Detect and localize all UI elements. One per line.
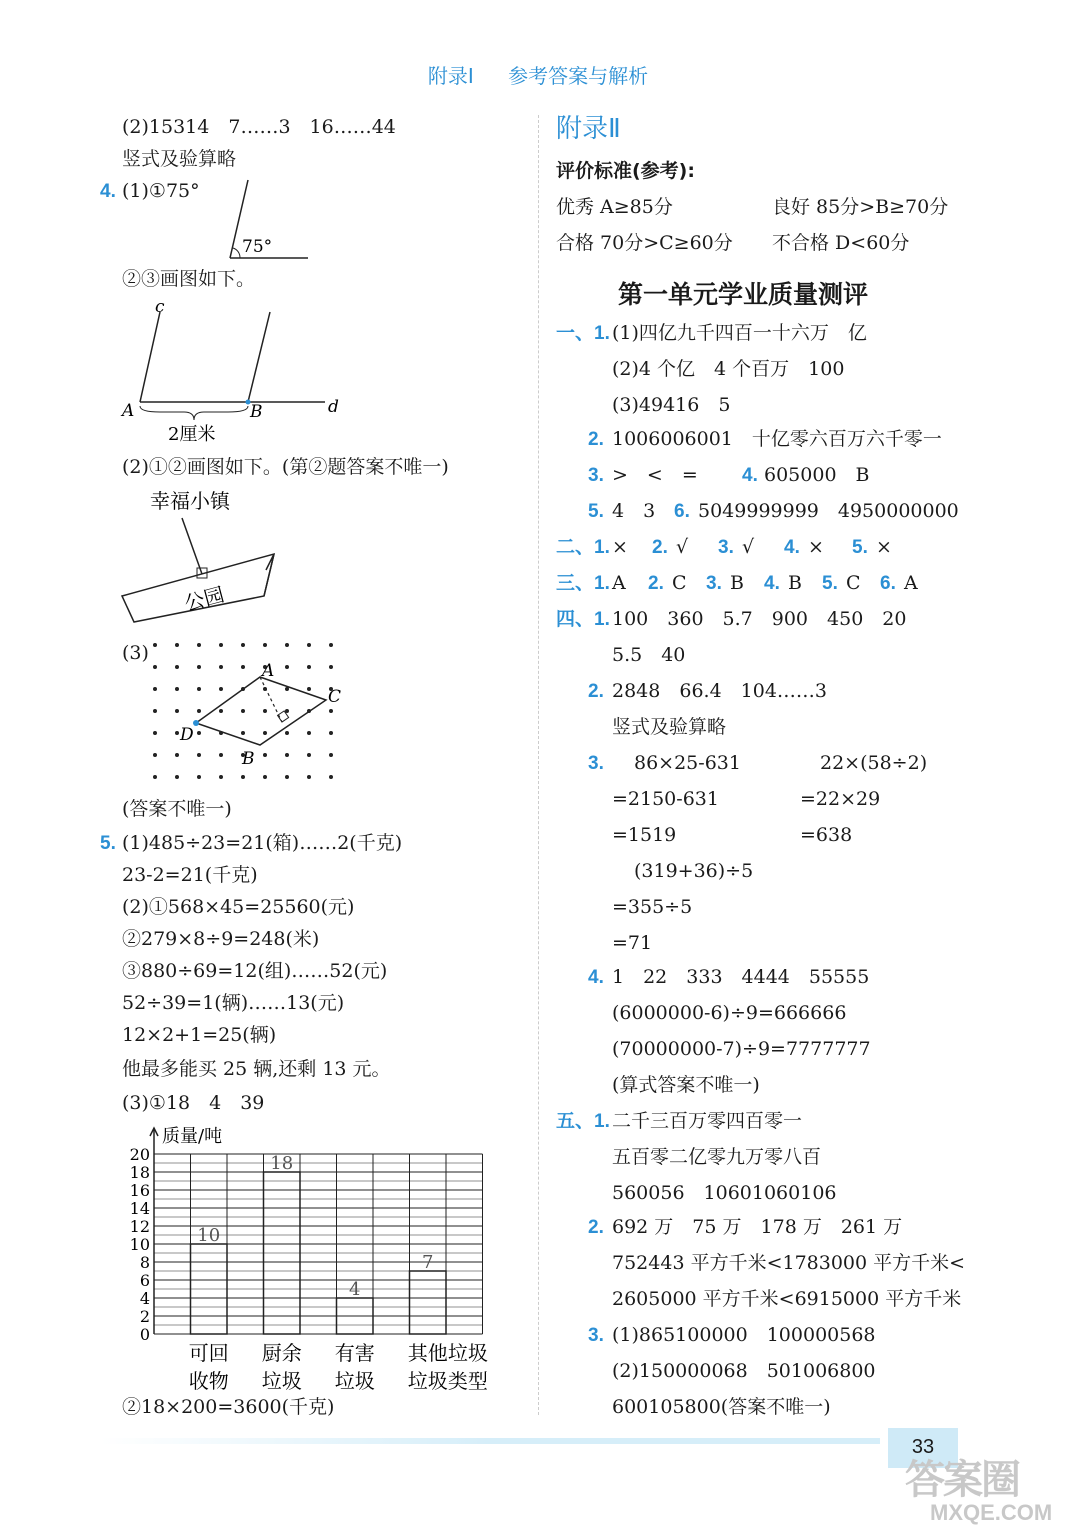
- y-tick-label: 2: [139, 1307, 150, 1326]
- y-tick-label: 18: [129, 1163, 150, 1182]
- answer-mark: B: [730, 572, 744, 594]
- grid-dot: [197, 687, 201, 691]
- question-number: 3.: [718, 537, 734, 558]
- calc-line: =1519: [612, 824, 677, 846]
- park-label: 公园: [181, 582, 227, 616]
- watermark-url: MXQE.COM: [930, 1500, 1053, 1525]
- y-tick-label: 10: [129, 1235, 150, 1254]
- question-number: 6.: [880, 573, 896, 594]
- answer-mark: A: [904, 572, 918, 594]
- answer-line: ②③画图如下。: [122, 268, 256, 290]
- grid-dot: [219, 665, 223, 669]
- grid-dot: [197, 775, 201, 779]
- answer-line: > < =: [612, 464, 698, 486]
- criteria-line: 不合格 D<60分: [772, 232, 910, 254]
- grid-dot: [329, 775, 333, 779]
- question-number: 6.: [674, 501, 690, 522]
- answer-line: (1)四亿九千四百一十六万 亿: [612, 322, 867, 344]
- grid-dot: [285, 775, 289, 779]
- question-number: 2.: [588, 681, 604, 702]
- grid-dot: [285, 643, 289, 647]
- grid-dot: [175, 687, 179, 691]
- grid-dot: [153, 709, 157, 713]
- grid-dot: [197, 731, 201, 735]
- answer-line: (70000000-7)÷9=7777777: [612, 1038, 871, 1060]
- grid-dot: [153, 753, 157, 757]
- parallel-lines-figure: [110, 292, 350, 452]
- answer-line: ③880÷69=12(组)……52(元): [122, 960, 388, 982]
- calc-line: =638: [800, 824, 853, 846]
- question-number: 4.: [100, 181, 116, 202]
- question-number: 2.: [652, 537, 668, 558]
- answer-line: 692 万 75 万 178 万 261 万: [612, 1216, 903, 1238]
- length-label: 2厘米: [168, 424, 216, 445]
- grid-dot: [241, 643, 245, 647]
- answer-mark: B: [788, 572, 802, 594]
- y-tick-label: 8: [139, 1253, 150, 1272]
- section-label: 五、1.: [556, 1111, 610, 1132]
- point-a-label: A: [262, 661, 275, 681]
- grid-dot: [197, 709, 201, 713]
- question-number: 2.: [648, 573, 664, 594]
- question-number: 3.: [588, 753, 604, 774]
- grid-dot: [175, 665, 179, 669]
- y-tick-label: 0: [139, 1325, 150, 1344]
- header-appendix: 附录Ⅰ: [427, 64, 474, 88]
- y-tick-label: 16: [129, 1181, 150, 1200]
- question-number: 5.: [852, 537, 868, 558]
- grid-dot: [153, 731, 157, 735]
- grid-dot: [285, 753, 289, 757]
- answer-line: (2)①568×45=25560(元): [122, 896, 355, 918]
- y-tick-label: 20: [129, 1145, 150, 1164]
- grid-dot: [329, 709, 333, 713]
- question-number: 5.: [588, 501, 604, 522]
- question-number: 5.: [822, 573, 838, 594]
- question-number: 5.: [100, 833, 116, 854]
- calc-line: 86×25-631: [634, 752, 741, 774]
- answer-line: 23-2=21(千克): [122, 864, 258, 886]
- answer-mark: √: [742, 536, 755, 558]
- grid-dot: [285, 665, 289, 669]
- grid-dot: [197, 753, 201, 757]
- answer-line: 605000 B: [764, 464, 870, 486]
- answer-line: (2)①②画图如下。(第②题答案不唯一): [122, 456, 449, 478]
- grid-dot: [175, 643, 179, 647]
- page-number: 33: [911, 1436, 935, 1458]
- y-tick-label: 14: [129, 1199, 150, 1218]
- grid-dot: [241, 731, 245, 735]
- question-number: 3.: [588, 465, 604, 486]
- bar: [191, 1244, 228, 1334]
- grid-dot: [263, 643, 267, 647]
- watermark-logo: 答案圈: [905, 1457, 1019, 1503]
- line-c-label: c: [155, 297, 165, 317]
- calc-line: =22×29: [800, 788, 881, 810]
- answer-line: (2)4 个亿 4 个百万 100: [612, 358, 845, 380]
- grid-dot: [175, 709, 179, 713]
- answer-mark: ×: [808, 536, 824, 558]
- answer-line: (1)485÷23=21(箱)……2(千克): [122, 832, 403, 854]
- answer-line: 1006006001 十亿零六百万六千零一: [612, 428, 942, 450]
- criteria-line: 良好 85分>B≥70分: [772, 196, 949, 218]
- answer-line: (2)150000068 501006800: [612, 1360, 876, 1382]
- grid-dot: [329, 643, 333, 647]
- point-c-label: C: [328, 687, 342, 707]
- section-label: 一、1.: [556, 323, 610, 344]
- criteria-line: 优秀 A≥85分: [556, 196, 673, 218]
- x-category-label: 有害: [334, 1341, 375, 1365]
- grid-dot: [219, 753, 223, 757]
- calc-line: =71: [612, 932, 653, 954]
- x-category-label: 垃圾: [407, 1369, 448, 1393]
- criteria-line: 合格 70分>C≥60分: [556, 232, 733, 254]
- grid-dot: [153, 665, 157, 669]
- x-category-label: 可回: [188, 1341, 229, 1365]
- answer-mark: ×: [876, 536, 892, 558]
- answer-line: 100 360 5.7 900 450 20: [612, 608, 907, 630]
- x-category-label: 其他: [407, 1341, 448, 1365]
- y-tick-label: 12: [129, 1217, 150, 1236]
- answer-line: (1)865100000 100000568: [612, 1324, 876, 1346]
- question-number: 4.: [764, 573, 780, 594]
- question-number: 3.: [706, 573, 722, 594]
- grid-dot: [153, 775, 157, 779]
- answer-line: (2)15314 7……3 16……44: [122, 116, 396, 138]
- answer-line: 2848 66.4 104……3: [612, 680, 828, 702]
- answer-line: 5.5 40: [612, 644, 686, 666]
- answer-line: 4 3: [612, 500, 656, 522]
- chart-labels: [189, 1341, 488, 1393]
- x-axis-label: 垃圾: [447, 1341, 488, 1365]
- answer-line: 他最多能买 25 辆,还剩 13 元。: [122, 1058, 391, 1080]
- angle-figure: [200, 178, 320, 268]
- answer-line: 752443 平方千米<1783000 平方千米<: [612, 1252, 966, 1274]
- bar-data-label: 7: [422, 1252, 434, 1273]
- answer-line: 5049999999 4950000000: [698, 500, 959, 522]
- answer-mark: ×: [612, 536, 628, 558]
- grid-dot: [241, 709, 245, 713]
- x-category-label: 收物: [188, 1369, 229, 1393]
- calc-line: (319+36)÷5: [634, 860, 754, 882]
- grid-dot: [219, 687, 223, 691]
- grid-dot: [241, 775, 245, 779]
- point-b-label: B: [242, 749, 255, 769]
- section-label: 二、1.: [556, 537, 610, 558]
- grid-dot: [175, 753, 179, 757]
- answer-line: 竖式及验算略: [612, 716, 727, 738]
- grid-dot: [263, 709, 267, 713]
- grid-dot: [329, 753, 333, 757]
- answer-line: (3)49416 5: [612, 394, 731, 416]
- answer-line: 1 22 333 4444 55555: [612, 966, 870, 988]
- answer-mark: C: [672, 572, 687, 594]
- grid-dot: [307, 775, 311, 779]
- x-category-label: 垃圾: [334, 1369, 375, 1393]
- question-number: 4.: [784, 537, 800, 558]
- x-axis-label: 类型: [447, 1369, 488, 1393]
- y-axis-label: 质量/吨: [162, 1126, 223, 1147]
- bar: [264, 1172, 301, 1334]
- appendix-title: 附录Ⅱ: [556, 114, 621, 144]
- calc-line: 22×(58÷2): [820, 752, 928, 774]
- grid-dot: [307, 665, 311, 669]
- calc-line: =355÷5: [612, 896, 693, 918]
- answer-line: (算式答案不唯一): [612, 1074, 760, 1096]
- answer-line: (3): [122, 642, 149, 664]
- header-title: 参考答案与解析: [508, 64, 649, 88]
- question-number: 4.: [742, 465, 758, 486]
- answer-line: 二千三百万零四百零一: [612, 1110, 803, 1132]
- answer-line: 560056 10601060106: [612, 1182, 837, 1204]
- answer-line: ②279×8÷9=248(米): [122, 928, 320, 950]
- section-label: 四、1.: [556, 609, 610, 630]
- grid-dot: [263, 731, 267, 735]
- calc-line: =2150-631: [612, 788, 719, 810]
- point-b-label: B: [250, 402, 263, 422]
- x-category-label: 厨余: [261, 1341, 302, 1365]
- criteria-title: 评价标准(参考):: [556, 160, 695, 182]
- grid-dot: [219, 709, 223, 713]
- bar-data-label: 18: [270, 1153, 294, 1174]
- line-d-label: d: [328, 397, 339, 417]
- grid-dot: [197, 643, 201, 647]
- y-tick-label: 6: [139, 1271, 150, 1290]
- grid-dot: [285, 731, 289, 735]
- answer-line: 52÷39=1(辆)……13(元): [122, 992, 345, 1014]
- answer-line: 竖式及验算略: [122, 148, 237, 170]
- grid-dot: [307, 687, 311, 691]
- y-tick-label: 4: [139, 1289, 150, 1308]
- answer-line: 600105800(答案不唯一): [612, 1396, 831, 1418]
- grid-dot: [219, 775, 223, 779]
- answer-line: (3)①18 4 39: [122, 1092, 265, 1114]
- answer-line: (1)①75°: [122, 180, 200, 202]
- answer-line: (答案不唯一): [122, 798, 232, 820]
- grid-dot: [175, 731, 179, 735]
- grid-dot: [307, 643, 311, 647]
- footer-bar: [100, 1438, 880, 1444]
- angle-label: 75°: [242, 237, 273, 257]
- grid-dot: [307, 753, 311, 757]
- answer-line: 12×2+1=25(辆): [122, 1024, 277, 1046]
- unit-title: 第一单元学业质量测评: [618, 280, 869, 309]
- town-park-figure: [110, 484, 310, 634]
- question-number: 2.: [588, 429, 604, 450]
- bar: [410, 1271, 447, 1334]
- answer-line: ②18×200=3600(千克): [122, 1396, 335, 1418]
- grid-dot: [197, 665, 201, 669]
- x-category-label: 垃圾: [261, 1369, 302, 1393]
- point-d-label: D: [180, 725, 194, 745]
- grid-dot: [263, 775, 267, 779]
- bar-chart: [110, 1120, 540, 1396]
- answer-mark: √: [676, 536, 689, 558]
- answer-line: 2605000 平方千米<6915000 平方千米: [612, 1288, 962, 1310]
- answer-line: (6000000-6)÷9=666666: [612, 1002, 847, 1024]
- bar-data-label: 4: [349, 1279, 361, 1300]
- question-number: 4.: [588, 967, 604, 988]
- grid-dot: [329, 731, 333, 735]
- question-number: 3.: [588, 1325, 604, 1346]
- grid-dot: [307, 731, 311, 735]
- question-number: 2.: [588, 1217, 604, 1238]
- answer-mark: A: [612, 572, 626, 594]
- page-header: [0, 60, 1076, 89]
- bar-data-label: 10: [197, 1225, 221, 1246]
- section-label: 三、1.: [556, 573, 610, 594]
- grid-dot: [241, 665, 245, 669]
- grid-dot: [175, 775, 179, 779]
- grid-dot: [219, 643, 223, 647]
- grid-dot: [153, 643, 157, 647]
- grid-dot: [329, 665, 333, 669]
- grid-dot: [263, 753, 267, 757]
- answer-line: 五百零二亿零九万零八百: [612, 1146, 822, 1168]
- dot-grid-figure: [150, 640, 350, 810]
- answer-mark: C: [846, 572, 861, 594]
- point-a-label: A: [122, 401, 135, 421]
- town-label: 幸福小镇: [150, 489, 230, 513]
- bar: [337, 1298, 374, 1334]
- grid-dot: [153, 687, 157, 691]
